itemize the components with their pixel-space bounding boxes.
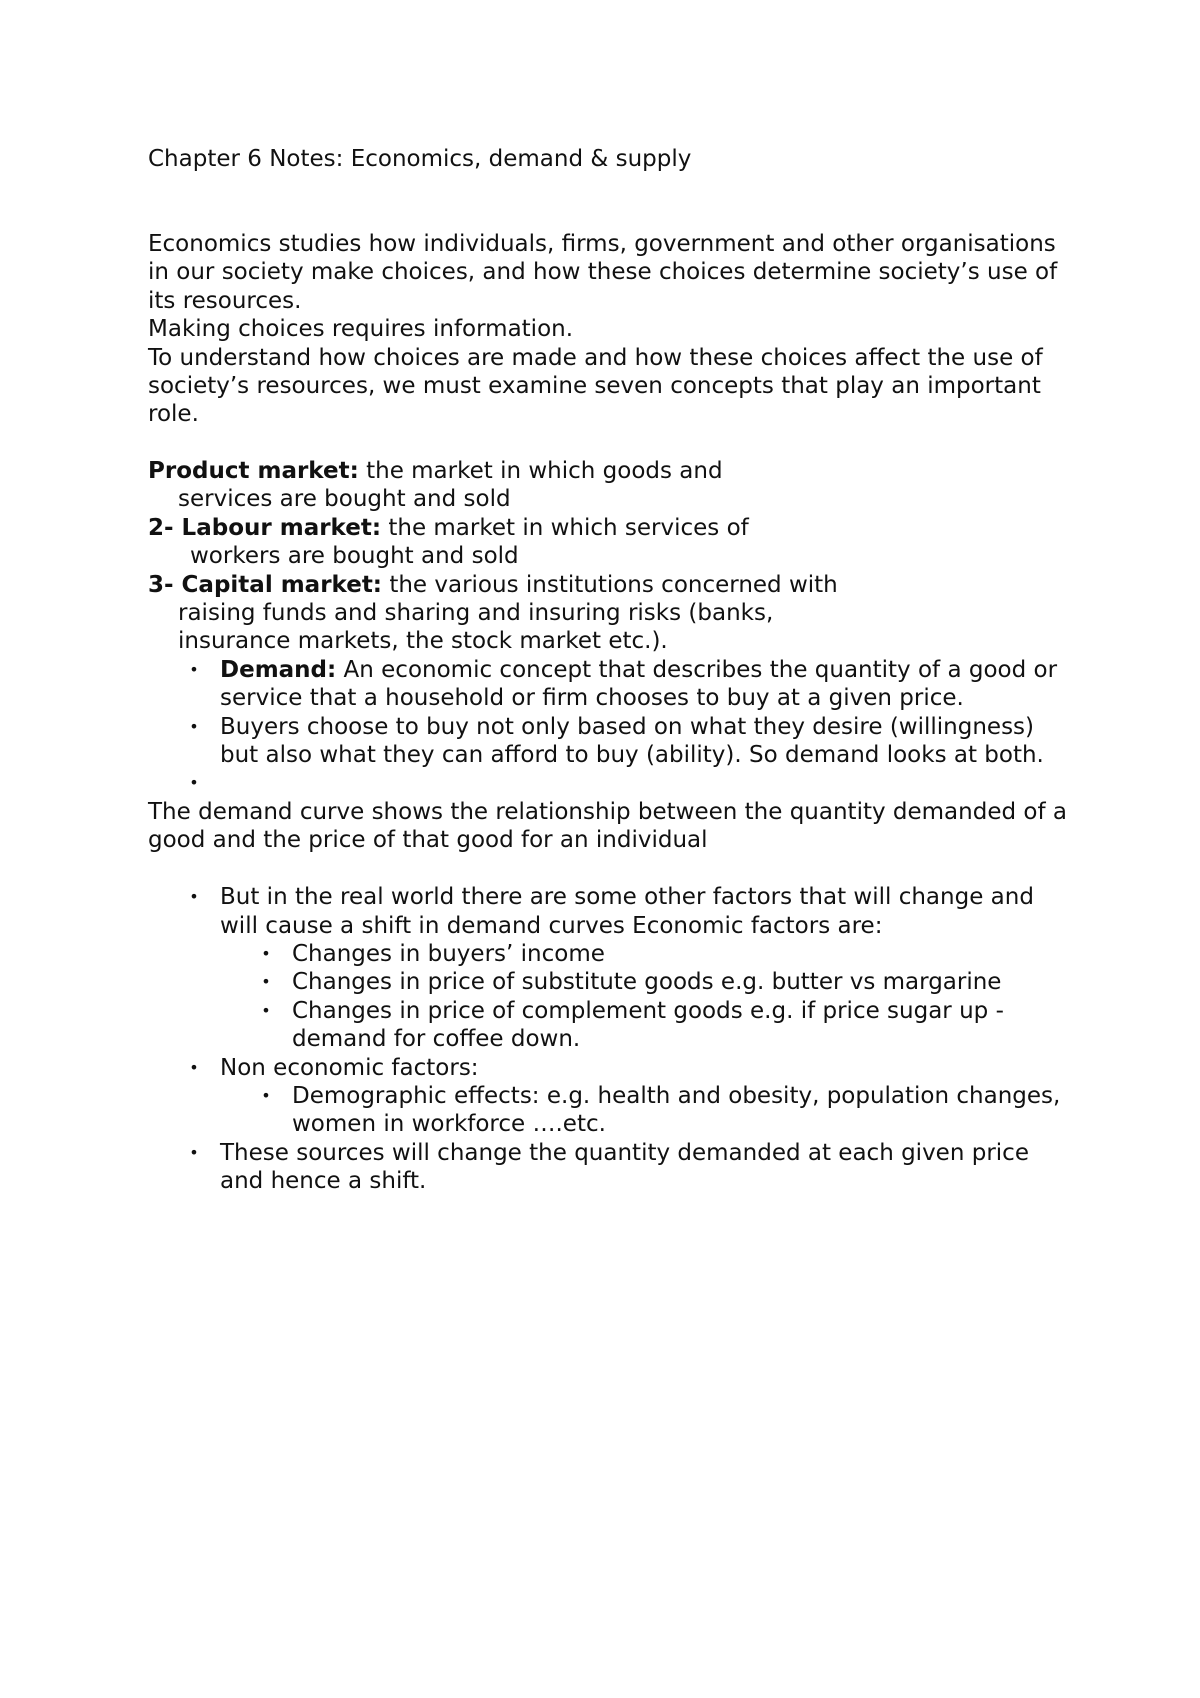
blank-line — [148, 855, 1068, 883]
labour-market-line — [148, 514, 1068, 542]
list-item — [148, 656, 1068, 713]
empty-list-item — [148, 769, 1068, 797]
intro-section — [148, 230, 1068, 429]
labour-market-label: 2- Labour market: — [148, 514, 382, 541]
bullet-icon: • — [189, 1142, 199, 1162]
list-item-text: Changes in price of substitute goods e.g. butter vs margarine — [292, 969, 1002, 996]
capital-market-label: 3- Capital market: — [148, 571, 383, 598]
economic-factor-item — [148, 968, 1068, 996]
demand-definition: An economic concept that describes the quantity of a good or service that a household or firm chooses to buy at a given price. — [220, 656, 1058, 712]
bullet-icon: • — [261, 943, 271, 963]
demand-list — [148, 656, 1068, 798]
capital-market-line: raising funds and sharing and insuring risks (banks, — [178, 600, 774, 627]
economic-factor-item — [148, 940, 1068, 968]
demand-label: Demand: — [220, 656, 337, 683]
list-item-text: But in the real world there are some other factors that will change and will cause a shift in demand curves Economic factors are: — [220, 884, 1034, 939]
list-item-text: These sources will change the quantity demanded at each given price and hence a shift. — [220, 1139, 1029, 1195]
labour-market-text: the market in which services of — [381, 514, 749, 541]
intro-paragraph: Economics studies how individuals, firms, government and other organisations in our society make choices, and how these choices determine society’s use of its resources. — [148, 231, 1058, 314]
economic-factor-item — [148, 997, 1068, 1054]
intro-paragraph: Making choices requires information. — [148, 316, 574, 343]
demand-curve-paragraph: The demand curve shows the relationship between the quantity demanded of a good and the price of that good for an individual — [148, 798, 1067, 854]
product-market-label: Product market: — [148, 458, 359, 484]
list-item — [148, 1054, 1068, 1082]
bullet-icon: • — [261, 1000, 271, 1020]
bullet-icon: • — [189, 1057, 199, 1077]
intro-paragraph: To understand how choices are made and how these choices affect the use of society’s resources, we must examine seven concepts that play an important role. — [148, 344, 1043, 428]
list-item-text: Non economic factors: — [220, 1054, 479, 1081]
list-item-text: Changes in price of complement goods e.g. if price sugar up - demand for coffee down. — [292, 997, 1004, 1053]
page-title: Chapter 6 Notes: Economics, demand & supply — [148, 146, 692, 172]
bullet-icon: • — [189, 716, 199, 736]
list-item-text: Demographic effects: e.g. health and obesity, population changes, women in workforce ….etc. — [292, 1082, 1061, 1138]
bullet-icon: • — [189, 773, 199, 793]
product-market-line: services are bought and sold — [178, 486, 511, 513]
capital-market-line — [148, 571, 1068, 599]
product-market-line — [148, 457, 1068, 485]
factors-list — [148, 883, 1068, 1195]
labour-market-line: workers are bought and sold — [190, 543, 519, 570]
bullet-icon: • — [261, 1085, 271, 1105]
bullet-icon: • — [261, 972, 271, 992]
markets-section — [148, 457, 1068, 1196]
capital-market-text: the various institutions concerned with — [382, 571, 838, 598]
bullet-icon: • — [189, 887, 199, 907]
product-market-text: the market in which goods and — [358, 458, 723, 484]
non-economic-factor-item — [148, 1082, 1068, 1139]
list-item — [148, 713, 1068, 770]
list-item — [148, 883, 1068, 940]
list-item-text: Buyers choose to buy not only based on what they desire (willingness) but also what they can afford to buy (ability). So demand looks at both. — [220, 713, 1044, 769]
list-item-text: Changes in buyers’ income — [292, 940, 605, 967]
bullet-icon: • — [189, 659, 199, 679]
list-item — [148, 1139, 1068, 1196]
capital-market-line: insurance markets, the stock market etc.). — [178, 628, 668, 655]
